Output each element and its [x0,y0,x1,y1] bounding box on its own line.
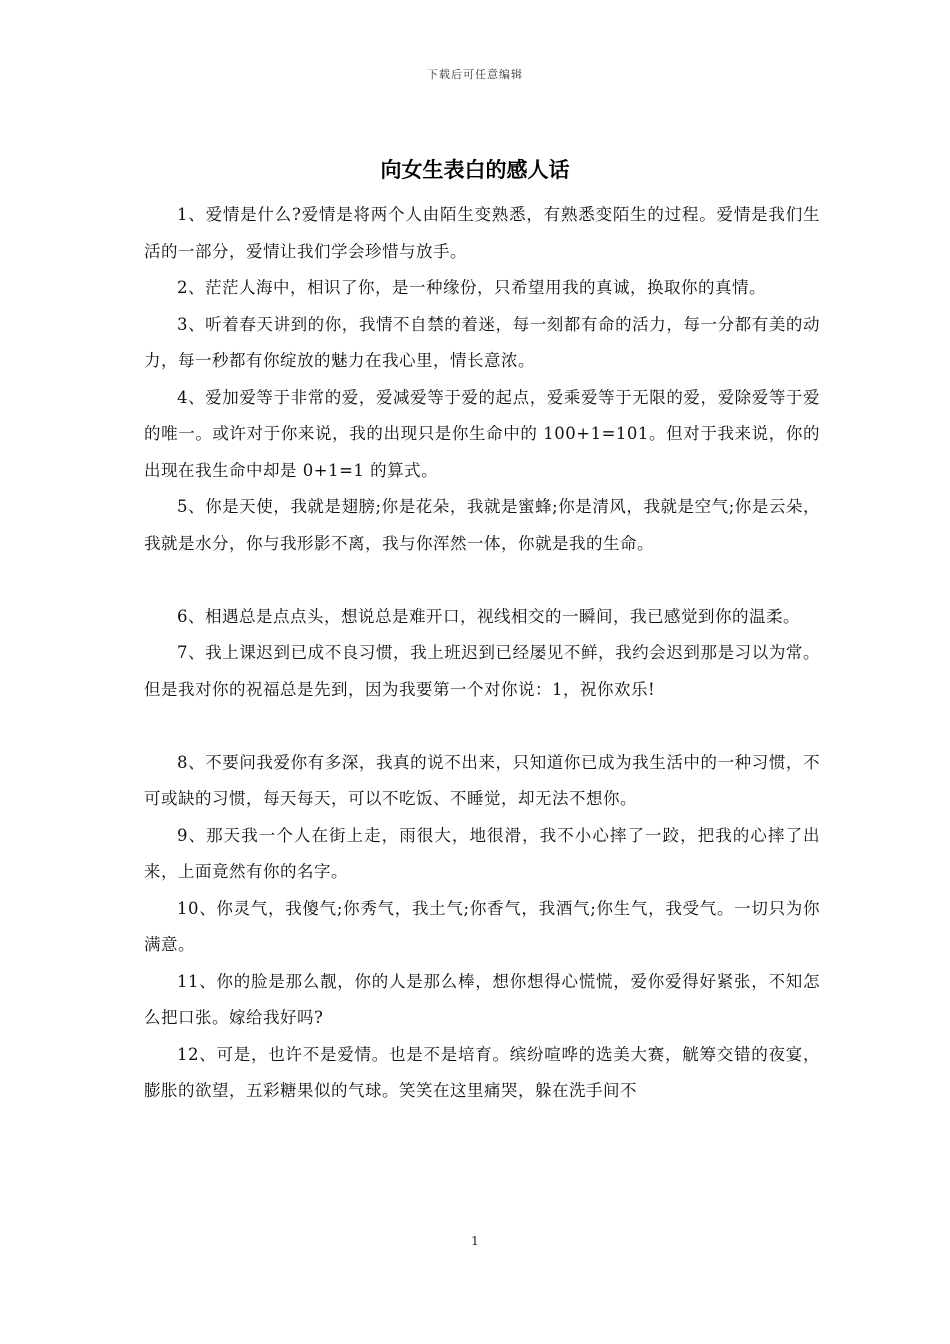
paragraph-9: 9、那天我一个人在街上走，雨很大，地很滑，我不小心摔了一跤，把我的心摔了出来，上面竟然有你的名字。 [144,825,820,881]
paragraph-11: 11、你的脸是那么靓，你的人是那么棒，想你想得心慌慌，爱你爱得好紧张，不知怎么把口张。嫁给我好吗? [144,971,820,1027]
paragraph-10: 10、你灵气，我傻气;你秀气，我土气;你香气，我酒气;你生气，我受气。一切只为你满意。 [144,898,820,954]
paragraph-7: 7、我上课迟到已成不良习惯，我上班迟到已经屡见不鲜，我约会迟到那是习以为常。但是我对你的祝福总是先到，因为我要第一个对你说：1，祝你欢乐! [144,643,820,699]
paragraph-8: 8、不要问我爱你有多深，我真的说不出来，只知道你已成为我生活中的一种习惯，不可或缺的习惯，每天每天，可以不吃饭、不睡觉，却无法不想你。 [144,752,820,808]
paragraph-6: 6、相遇总是点点头，想说总是难开口，视线相交的一瞬间，我已感觉到你的温柔。 [177,606,800,626]
paragraph-4: 4、爱加爱等于非常的爱，爱减爱等于爱的起点，爱乘爱等于无限的爱，爱除爱等于爱的唯一。或许对于你来说，我的出现只是你生命中的 100+1=101。但对于我来说，你的出现在我生命中却是 0+1=1 的算式。 [144,387,820,480]
document-body [144,197,820,1110]
paragraph-1: 1、爱情是什么?爱情是将两个人由陌生变熟悉，有熟悉变陌生的过程。爱情是我们生活的一部分，爱情让我们学会珍惜与放手。 [144,205,820,261]
document-title: 向女生表白的感人话 [380,158,570,182]
paragraph-3: 3、听着春天讲到的你，我情不自禁的着迷，每一刻都有命的活力，每一分都有美的动力，每一秒都有你绽放的魅力在我心里，情长意浓。 [144,314,820,370]
page-header-note: 下载后可任意编辑 [427,68,523,81]
page-number: 1 [471,1234,479,1248]
paragraph-12: 12、可是，也许不是爱情。也是不是培育。缤纷喧哗的选美大赛，觥筹交错的夜宴，膨胀的欲望，五彩糖果似的气球。笑笑在这里痛哭，躲在洗手间不 [144,1044,820,1100]
paragraph-5: 5、你是天使，我就是翅膀;你是花朵，我就是蜜蜂;你是清风，我就是空气;你是云朵，我就是水分，你与我形影不离，我与你浑然一体，你就是我的生命。 [144,497,820,553]
paragraph-2: 2、茫茫人海中，相识了你，是一种缘份，只希望用我的真诚，换取你的真情。 [177,278,766,297]
